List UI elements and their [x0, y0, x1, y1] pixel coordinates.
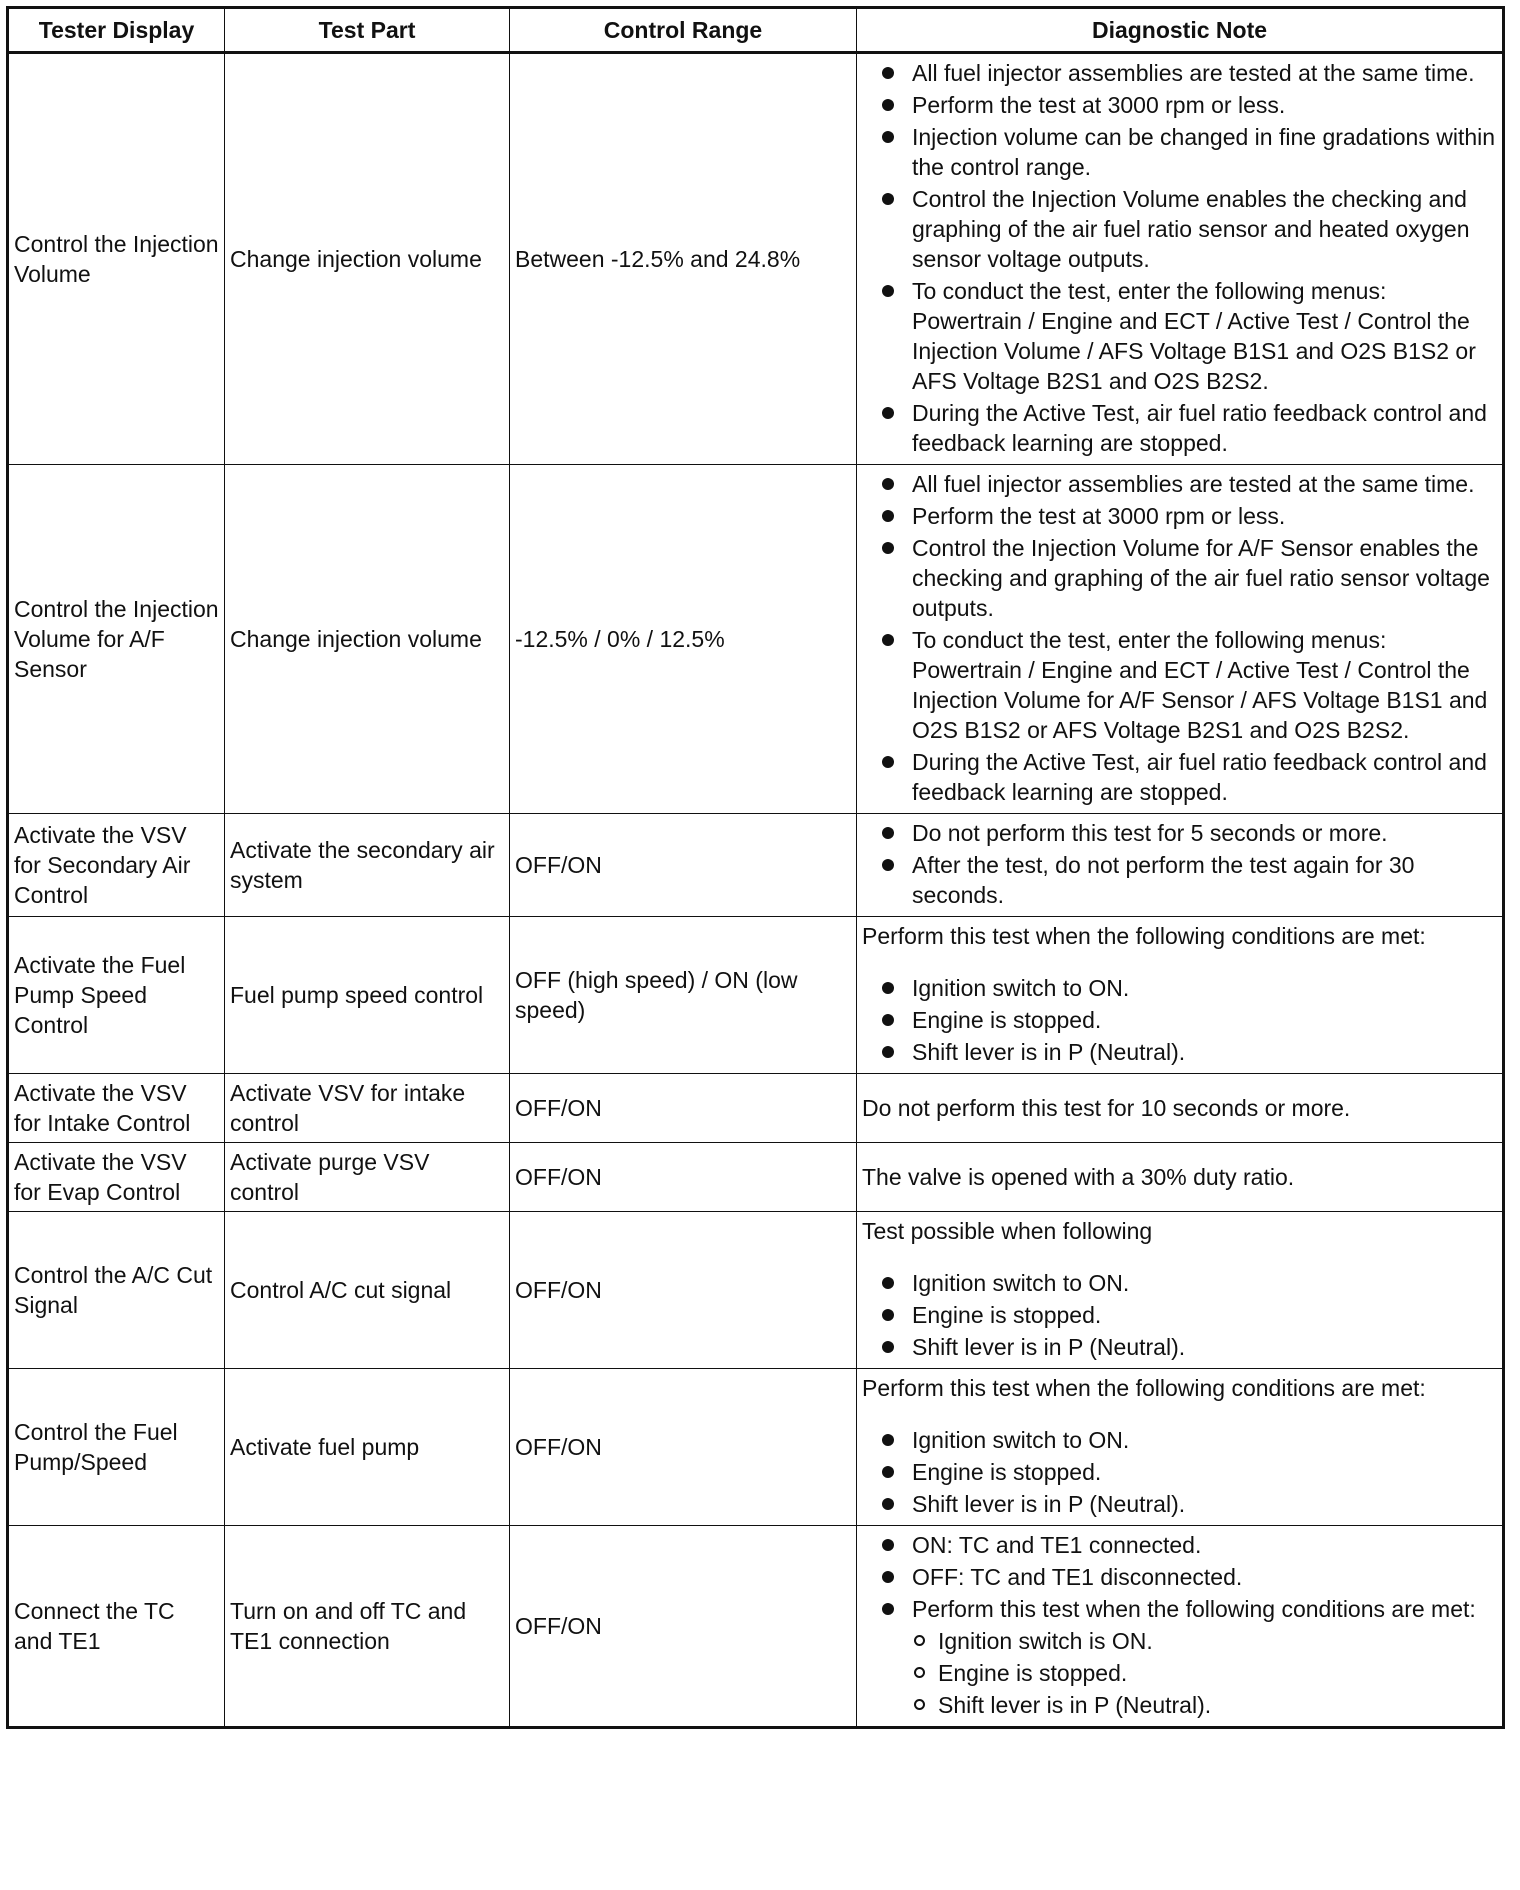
test-part-cell: Activate fuel pump: [225, 1369, 510, 1526]
bullet-text: All fuel injector assemblies are tested at the same time.: [912, 471, 1475, 497]
bullet-text: During the Active Test, air fuel ratio feedback control and feedback learning are stopped.: [912, 400, 1487, 456]
tester-display-cell: Control the A/C Cut Signal: [8, 1212, 225, 1369]
sub-bullet-text: Ignition switch is ON.: [938, 1628, 1153, 1654]
bullet-item: [862, 1300, 1497, 1330]
bullet-dot-icon: [882, 1434, 894, 1446]
bullet-item: [862, 184, 1497, 274]
bullet-dot-icon: [882, 67, 894, 79]
bullet-dot-icon: [882, 99, 894, 111]
bullet-text: Perform the test at 3000 rpm or less.: [912, 92, 1286, 118]
control-range-cell: OFF/ON: [510, 814, 857, 917]
test-part-cell: Activate VSV for intake control: [225, 1074, 510, 1143]
test-part-cell: Turn on and off TC and TE1 connection: [225, 1526, 510, 1728]
table-row: [8, 814, 1504, 917]
bullet-item: [862, 1562, 1497, 1592]
bullet-item: [862, 469, 1497, 499]
bullet-item: [862, 850, 1497, 910]
tester-display-cell: Activate the VSV for Secondary Air Control: [8, 814, 225, 917]
tester-display-cell: Control the Injection Volume for A/F Sensor: [8, 465, 225, 814]
control-range-cell: OFF/ON: [510, 1526, 857, 1728]
bullet-dot-icon: [882, 478, 894, 490]
bullet-item: [862, 276, 1497, 396]
note-text: The valve is opened with a 30% duty ratio.: [862, 1164, 1295, 1190]
header-test-part: Test Part: [225, 8, 510, 53]
bullet-dot-icon: [882, 1603, 894, 1615]
bullet-item: [862, 1268, 1497, 1298]
bullet-text: Perform the test at 3000 rpm or less.: [912, 503, 1286, 529]
bullet-dot-icon: [882, 1341, 894, 1353]
control-range-cell: OFF/ON: [510, 1143, 857, 1212]
diagnostic-note-cell: [857, 1143, 1504, 1212]
control-range-cell: -12.5% / 0% / 12.5%: [510, 465, 857, 814]
table-row: [8, 1143, 1504, 1212]
note-intro: Perform this test when the following conditions are met:: [862, 1375, 1426, 1401]
bullet-item: [862, 90, 1497, 120]
sub-bullet-list: [912, 1626, 1497, 1720]
bullet-dot-icon: [882, 756, 894, 768]
bullet-item: [862, 1594, 1497, 1720]
sub-bullet-ring-icon: [914, 1635, 925, 1646]
bullet-text: Control the Injection Volume for A/F Sensor enables the checking and graphing of the air fuel ratio sensor voltage outputs.: [912, 535, 1490, 621]
bullet-list: [862, 818, 1497, 910]
tester-display-cell: Activate the Fuel Pump Speed Control: [8, 917, 225, 1074]
test-part-cell: Activate the secondary air system: [225, 814, 510, 917]
bullet-dot-icon: [882, 982, 894, 994]
bullet-text: Perform this test when the following conditions are met:: [912, 1596, 1476, 1622]
bullet-item: [862, 1332, 1497, 1362]
bullet-item: [862, 58, 1497, 88]
bullet-dot-icon: [882, 1539, 894, 1551]
test-part-cell: Activate purge VSV control: [225, 1143, 510, 1212]
bullet-text: ON: TC and TE1 connected.: [912, 1532, 1202, 1558]
tester-display-cell: Connect the TC and TE1: [8, 1526, 225, 1728]
bullet-dot-icon: [882, 131, 894, 143]
bullet-item: [862, 818, 1497, 848]
bullet-text: Ignition switch to ON.: [912, 975, 1130, 1001]
bullet-dot-icon: [882, 285, 894, 297]
table-row: [8, 917, 1504, 1074]
bullet-item: [862, 1425, 1497, 1455]
control-range-cell: OFF (high speed) / ON (low speed): [510, 917, 857, 1074]
bullet-text: Ignition switch to ON.: [912, 1427, 1130, 1453]
header-tester-display: Tester Display: [8, 8, 225, 53]
bullet-item: [862, 1489, 1497, 1519]
bullet-item: [862, 625, 1497, 745]
header-diagnostic-note: Diagnostic Note: [857, 8, 1504, 53]
bullet-list: [862, 1425, 1497, 1519]
bullet-dot-icon: [882, 1498, 894, 1510]
bullet-dot-icon: [882, 827, 894, 839]
bullet-text: Control the Injection Volume enables the checking and graphing of the air fuel ratio sensor and heated oxygen sensor voltage outputs.: [912, 186, 1470, 272]
bullet-text: All fuel injector assemblies are tested at the same time.: [912, 60, 1475, 86]
header-row: [8, 8, 1504, 53]
note-text: Do not perform this test for 10 seconds or more.: [862, 1095, 1351, 1121]
active-test-table: [6, 6, 1505, 1729]
bullet-text: Shift lever is in P (Neutral).: [912, 1039, 1186, 1065]
bullet-item: [862, 973, 1497, 1003]
bullet-text: To conduct the test, enter the following menus: Powertrain / Engine and ECT / Active Test / Control the Injection Volume / AFS Voltage B1S1 and O2S B1S2 or AFS Voltage B2S1 and O2S B2S2.: [912, 278, 1476, 394]
diagnostic-note-cell: [857, 814, 1504, 917]
sub-bullet-item: [912, 1690, 1497, 1720]
sub-bullet-text: Engine is stopped.: [938, 1660, 1128, 1686]
header-control-range: Control Range: [510, 8, 857, 53]
bullet-dot-icon: [882, 1571, 894, 1583]
bullet-dot-icon: [882, 1466, 894, 1478]
diagnostic-note-cell: [857, 53, 1504, 465]
bullet-text: During the Active Test, air fuel ratio feedback control and feedback learning are stopped.: [912, 749, 1487, 805]
control-range-cell: OFF/ON: [510, 1369, 857, 1526]
bullet-text: Engine is stopped.: [912, 1459, 1102, 1485]
sub-bullet-ring-icon: [914, 1699, 925, 1710]
table-row: [8, 53, 1504, 465]
bullet-list: [862, 469, 1497, 807]
bullet-dot-icon: [882, 1046, 894, 1058]
test-part-cell: Control A/C cut signal: [225, 1212, 510, 1369]
bullet-item: [862, 501, 1497, 531]
table-row: [8, 1526, 1504, 1728]
bullet-dot-icon: [882, 634, 894, 646]
bullet-text: Injection volume can be changed in fine gradations within the control range.: [912, 124, 1496, 180]
note-intro: Perform this test when the following conditions are met:: [862, 923, 1426, 949]
note-intro: Test possible when following: [862, 1218, 1153, 1244]
bullet-text: Ignition switch to ON.: [912, 1270, 1130, 1296]
tester-display-cell: Activate the VSV for Evap Control: [8, 1143, 225, 1212]
test-part-cell: Change injection volume: [225, 53, 510, 465]
bullet-text: To conduct the test, enter the following menus: Powertrain / Engine and ECT / Active Test / Control the Injection Volume for A/F Sensor / AFS Voltage B1S1 and O2S B1S2 or AFS Voltage B2S1 and O2S B2S2.: [912, 627, 1488, 743]
diagnostic-note-cell: [857, 1369, 1504, 1526]
bullet-item: [862, 398, 1497, 458]
bullet-item: [862, 122, 1497, 182]
bullet-list: [862, 58, 1497, 458]
bullet-list: [862, 1530, 1497, 1720]
table-row: [8, 1074, 1504, 1143]
tester-display-cell: Activate the VSV for Intake Control: [8, 1074, 225, 1143]
bullet-dot-icon: [882, 1309, 894, 1321]
test-part-cell: Fuel pump speed control: [225, 917, 510, 1074]
bullet-list: [862, 973, 1497, 1067]
bullet-list: [862, 1268, 1497, 1362]
bullet-text: Engine is stopped.: [912, 1302, 1102, 1328]
bullet-item: [862, 533, 1497, 623]
bullet-dot-icon: [882, 1277, 894, 1289]
bullet-item: [862, 1457, 1497, 1487]
bullet-dot-icon: [882, 542, 894, 554]
control-range-cell: OFF/ON: [510, 1074, 857, 1143]
bullet-text: Shift lever is in P (Neutral).: [912, 1491, 1186, 1517]
bullet-dot-icon: [882, 510, 894, 522]
table-row: [8, 465, 1504, 814]
sub-bullet-ring-icon: [914, 1667, 925, 1678]
bullet-item: [862, 1530, 1497, 1560]
control-range-cell: Between -12.5% and 24.8%: [510, 53, 857, 465]
bullet-item: [862, 1005, 1497, 1035]
bullet-text: Engine is stopped.: [912, 1007, 1102, 1033]
bullet-item: [862, 747, 1497, 807]
diagnostic-note-cell: [857, 1526, 1504, 1728]
bullet-dot-icon: [882, 193, 894, 205]
table-body: [8, 53, 1504, 1728]
sub-bullet-item: [912, 1658, 1497, 1688]
sub-bullet-text: Shift lever is in P (Neutral).: [938, 1692, 1212, 1718]
bullet-text: Do not perform this test for 5 seconds or more.: [912, 820, 1388, 846]
tester-display-cell: Control the Injection Volume: [8, 53, 225, 465]
bullet-text: After the test, do not perform the test again for 30 seconds.: [912, 852, 1415, 908]
bullet-item: [862, 1037, 1497, 1067]
control-range-cell: OFF/ON: [510, 1212, 857, 1369]
tester-display-cell: Control the Fuel Pump/Speed: [8, 1369, 225, 1526]
table-row: [8, 1369, 1504, 1526]
bullet-dot-icon: [882, 407, 894, 419]
bullet-text: Shift lever is in P (Neutral).: [912, 1334, 1186, 1360]
bullet-dot-icon: [882, 859, 894, 871]
diagnostic-note-cell: [857, 465, 1504, 814]
diagnostic-note-cell: [857, 1074, 1504, 1143]
test-part-cell: Change injection volume: [225, 465, 510, 814]
table-row: [8, 1212, 1504, 1369]
diagnostic-note-cell: [857, 917, 1504, 1074]
sub-bullet-item: [912, 1626, 1497, 1656]
bullet-text: OFF: TC and TE1 disconnected.: [912, 1564, 1243, 1590]
diagnostic-note-cell: [857, 1212, 1504, 1369]
bullet-dot-icon: [882, 1014, 894, 1026]
